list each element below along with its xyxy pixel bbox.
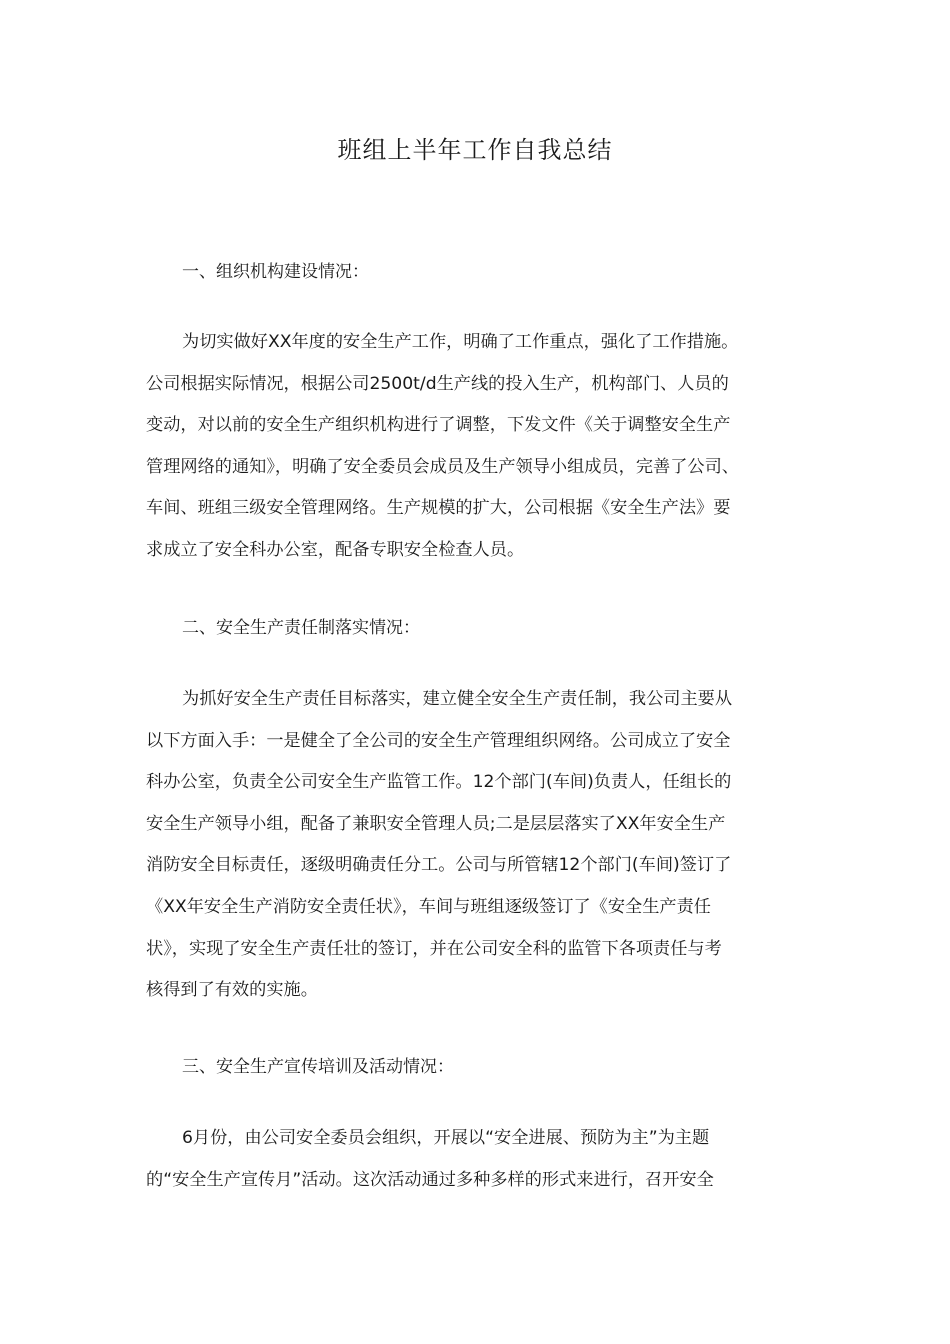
section-paragraph (146, 679, 810, 1012)
paragraph-line: 为切实做好XX年度的安全生产工作，明确了工作重点，强化了工作措施。 (182, 332, 739, 352)
section-paragraph (146, 1118, 810, 1201)
paragraph-line: 状》，实现了安全生产责任壮的签订，并在公司安全科的监管下各项责任与考 (146, 938, 722, 959)
section-heading: 一、组织机构建设情况： (182, 262, 369, 282)
paragraph-line: 车间、班组三级安全管理网络。生产规模的扩大，公司根据《安全生产法》要 (146, 498, 731, 519)
paragraph-line: 公司根据实际情况，根据公司2500t/d生产线的投入生产，机构部门、人员的 (146, 373, 729, 394)
paragraph-line: 变动，对以前的安全生产组织机构进行了调整，下发文件《关于调整安全生产 (146, 415, 731, 436)
section-training-body (146, 1118, 810, 1201)
paragraph-line: 以下方面入手：一是健全了全公司的安全生产管理组织网络。公司成立了安全 (146, 730, 731, 751)
section-training (146, 1057, 810, 1077)
paragraph-line: 为抓好安全生产责任目标落实，建立健全安全生产责任制，我公司主要从 (182, 689, 733, 709)
document-title: 班组上半年工作自我总结 (337, 136, 613, 164)
section-responsibility (146, 618, 810, 638)
section-heading: 二、安全生产责任制落实情况： (182, 618, 420, 638)
paragraph-line: 安全生产领导小组，配备了兼职安全管理人员;二是层层落实了XX年安全生产 (146, 813, 726, 834)
section-heading: 三、安全生产宣传培训及活动情况： (182, 1057, 454, 1077)
paragraph-line: 《XX年安全生产消防安全责任状》，车间与班组逐级签订了《安全生产责任 (146, 896, 711, 917)
paragraph-line: 6月份，由公司安全委员会组织，开展以“安全进展、预防为主”为主题 (182, 1128, 710, 1148)
paragraph-line: 核得到了有效的实施。 (146, 980, 318, 1001)
section-paragraph (146, 322, 810, 572)
paragraph-line: 消防安全目标责任，逐级明确责任分工。公司与所管辖12个部门(车间)签订了 (146, 855, 732, 876)
paragraph-line: 管理网络的通知》，明确了安全委员会成员及生产领导小组成员，完善了公司、 (146, 456, 739, 477)
paragraph-line: 求成立了安全科办公室，配备专职安全检查人员。 (146, 539, 525, 560)
section-organization (146, 262, 810, 282)
paragraph-line: 的“安全生产宣传月”活动。这次活动通过多种多样的形式来进行，召开安全 (146, 1169, 714, 1190)
section-responsibility-body (146, 679, 810, 1012)
paragraph-line: 科办公室，负责全公司安全生产监管工作。12个部门(车间)负责人，任组长的 (146, 772, 732, 793)
section-organization-body (146, 322, 810, 572)
